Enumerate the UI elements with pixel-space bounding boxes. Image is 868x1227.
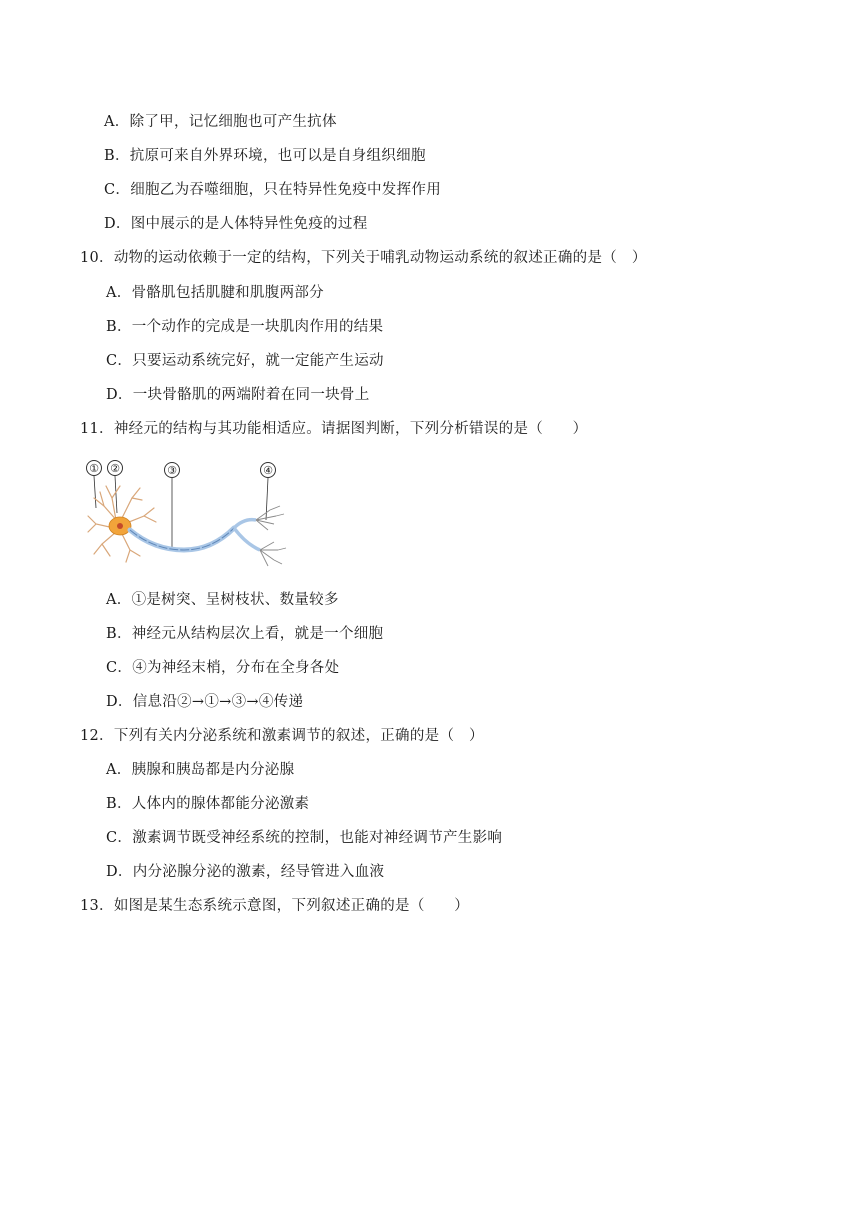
- q12-option-c: C．激素调节既受神经系统的控制，也能对神经调节产生影响: [106, 830, 503, 846]
- q12-option-b: B．人体内的腺体都能分泌激素: [106, 796, 310, 812]
- q12-option-d: D．内分泌腺分泌的激素，经导管进入血液: [106, 864, 385, 880]
- question-12-stem: 12．下列有关内分泌系统和激素调节的叙述，正确的是（ ）: [80, 728, 484, 744]
- question-11-stem: 11．神经元的结构与其功能相适应。请据图判断，下列分析错误的是（ ）: [80, 421, 588, 437]
- option-d: D．图中展示的是人体特异性免疫的过程: [104, 216, 368, 232]
- option-c: C．细胞乙为吞噬细胞，只在特异性免疫中发挥作用: [104, 182, 441, 198]
- q10-option-d: D．一块骨骼肌的两端附着在同一块骨上: [106, 387, 370, 403]
- option-a: A．除了甲，记忆细胞也可产生抗体: [104, 114, 337, 130]
- q12-option-a: A．胰腺和胰岛都是内分泌腺: [106, 762, 295, 778]
- axon: [130, 528, 234, 550]
- q11-option-b: B．神经元从结构层次上看，就是一个细胞: [106, 626, 384, 642]
- q11-option-d: D．信息沿②→①→③→④传递: [106, 694, 304, 710]
- q10-option-c: C．只要运动系统完好，就一定能产生运动: [106, 353, 384, 369]
- question-10-stem: 10．动物的运动依赖于一定的结构，下列关于哺乳动物运动系统的叙述正确的是（ ）: [80, 250, 647, 266]
- nucleus: [117, 523, 123, 529]
- label-4: ④: [263, 464, 273, 477]
- q11-option-a: A．①是树突、呈树枝状、数量较多: [106, 592, 339, 608]
- label-2: ②: [110, 462, 120, 475]
- q11-option-c: C．④为神经末梢，分布在全身各处: [106, 660, 340, 676]
- option-b: B．抗原可来自外界环境，也可以是自身组织细胞: [104, 148, 426, 164]
- question-13-stem: 13．如图是某生态系统示意图，下列叙述正确的是（ ）: [80, 898, 470, 914]
- neuron-diagram: [84, 458, 294, 570]
- q10-option-b: B．一个动作的完成是一块肌肉作用的结果: [106, 319, 384, 335]
- q10-option-a: A．骨骼肌包括肌腱和肌腹两部分: [106, 285, 324, 301]
- nerve-endings: [256, 506, 286, 566]
- label-3: ③: [167, 464, 177, 477]
- label-1: ①: [89, 462, 99, 475]
